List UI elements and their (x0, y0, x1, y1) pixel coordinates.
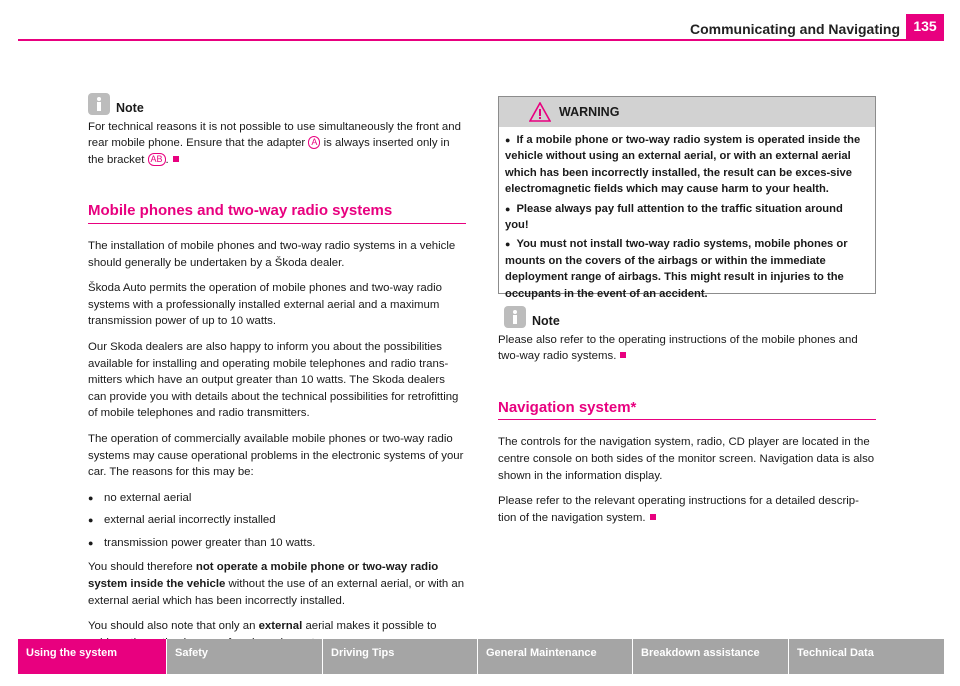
note-title: Note (532, 314, 560, 328)
nav-tab-using-the-system[interactable]: Using the system (18, 639, 166, 674)
warning-item: ● You must not install two-way radio systems, mobile phones or mounts on the covers of the airbags or within the immediate deployment range of airbags. This might result in injuries to the occupants in the event of an accident. (505, 238, 848, 300)
header-rule (18, 39, 944, 41)
section-heading-mobile-phones: Mobile phones and two-way radio systems (88, 203, 466, 224)
right-column (498, 305, 876, 535)
note-heading (88, 92, 466, 117)
paragraph: Our Skoda dealers are also happy to inform you about the possibilities available for installing and operating mobile telephones and radio trans-mitters which have an output greater than 10 watts. The Skoda dealers can provide you with details about the technical possibilities for retrofitting of mobile telephones and radio transmitters. (88, 340, 459, 420)
warning-triangle-icon (529, 102, 551, 122)
paragraph: Škoda Auto permits the operation of mobile phones and two-way radio systems with a professionally installed external aerial and a maximum transmission power of up to 10 watts. (88, 282, 442, 328)
nav-tab-driving-tips[interactable]: Driving Tips (322, 639, 477, 674)
section-heading-navigation: Navigation system* (498, 400, 876, 421)
page-header-title: Communicating and Navigating (689, 21, 900, 37)
paragraph: You should therefore not operate a mobile phone or two-way radio system inside the vehicle without the use of an external aerial, or with an external aerial which has been incorrectly installed. (88, 561, 465, 607)
warning-title: WARNING (559, 105, 620, 119)
paragraph: The operation of commercially available mobile phones or two-way radio systems may cause operational problems in the electronic systems of your car. The reasons for this may be: (88, 432, 464, 479)
warning-item: ● If a mobile phone or two-way radio system is operated inside the vehicle without using an external aerial, or with an external aerial which has been incorrectly installed, the result can be exces-sive electromagnetic fields which may cause harm to your health. (505, 134, 861, 196)
note-text: Please also refer to the operating instructions of the mobile phones and two-way radio systems. (498, 333, 858, 363)
list-item: ● transmission power greater than 10 watts. (88, 535, 466, 552)
note-icon (504, 306, 526, 328)
paragraph: You should also note that only an external aerial makes it possible to (88, 620, 437, 633)
note-heading (504, 305, 876, 330)
warning-item: ● Please always pay full attention to the traffic situation around you! (505, 202, 843, 232)
nav-tab-safety[interactable]: Safety (166, 639, 322, 674)
page-number: 135 (906, 14, 944, 39)
reference-badge-ab: AB (148, 153, 166, 166)
note-icon (88, 93, 110, 115)
note-title: Note (116, 101, 144, 115)
paragraph: Please refer to the relevant operating instructions for a detailed descrip-tion of the navigation system. (498, 495, 859, 524)
section-end-marker (173, 156, 179, 162)
warning-box (498, 96, 876, 300)
left-column (88, 92, 466, 660)
paragraph: The installation of mobile phones and two-way radio systems in a vehicle should generally be undertaken by a Škoda dealer. (88, 239, 456, 269)
note-text: For technical reasons it is not possible to use simultaneously the front and rear mobile phone. Ensure that the adapter A is always inserted only in the bracket AB . (88, 120, 461, 166)
warning-header (499, 97, 875, 127)
nav-tab-breakdown-assistance[interactable]: Breakdown assistance (632, 639, 788, 674)
nav-tab-technical-data[interactable]: Technical Data (788, 639, 944, 674)
footer-nav (18, 639, 944, 674)
reference-badge-a: A (308, 136, 320, 149)
list-item: ● no external aerial (88, 490, 466, 507)
nav-tab-general-maintenance[interactable]: General Maintenance (477, 639, 632, 674)
section-end-marker (620, 352, 626, 358)
list-item: ● external aerial incorrectly installed (88, 512, 466, 529)
paragraph: The controls for the navigation system, radio, CD player are located in the centre console on both sides of the monitor screen. Navigation data is also shown in the information display. (498, 436, 875, 482)
section-end-marker (650, 514, 656, 520)
warning-body (499, 127, 875, 302)
